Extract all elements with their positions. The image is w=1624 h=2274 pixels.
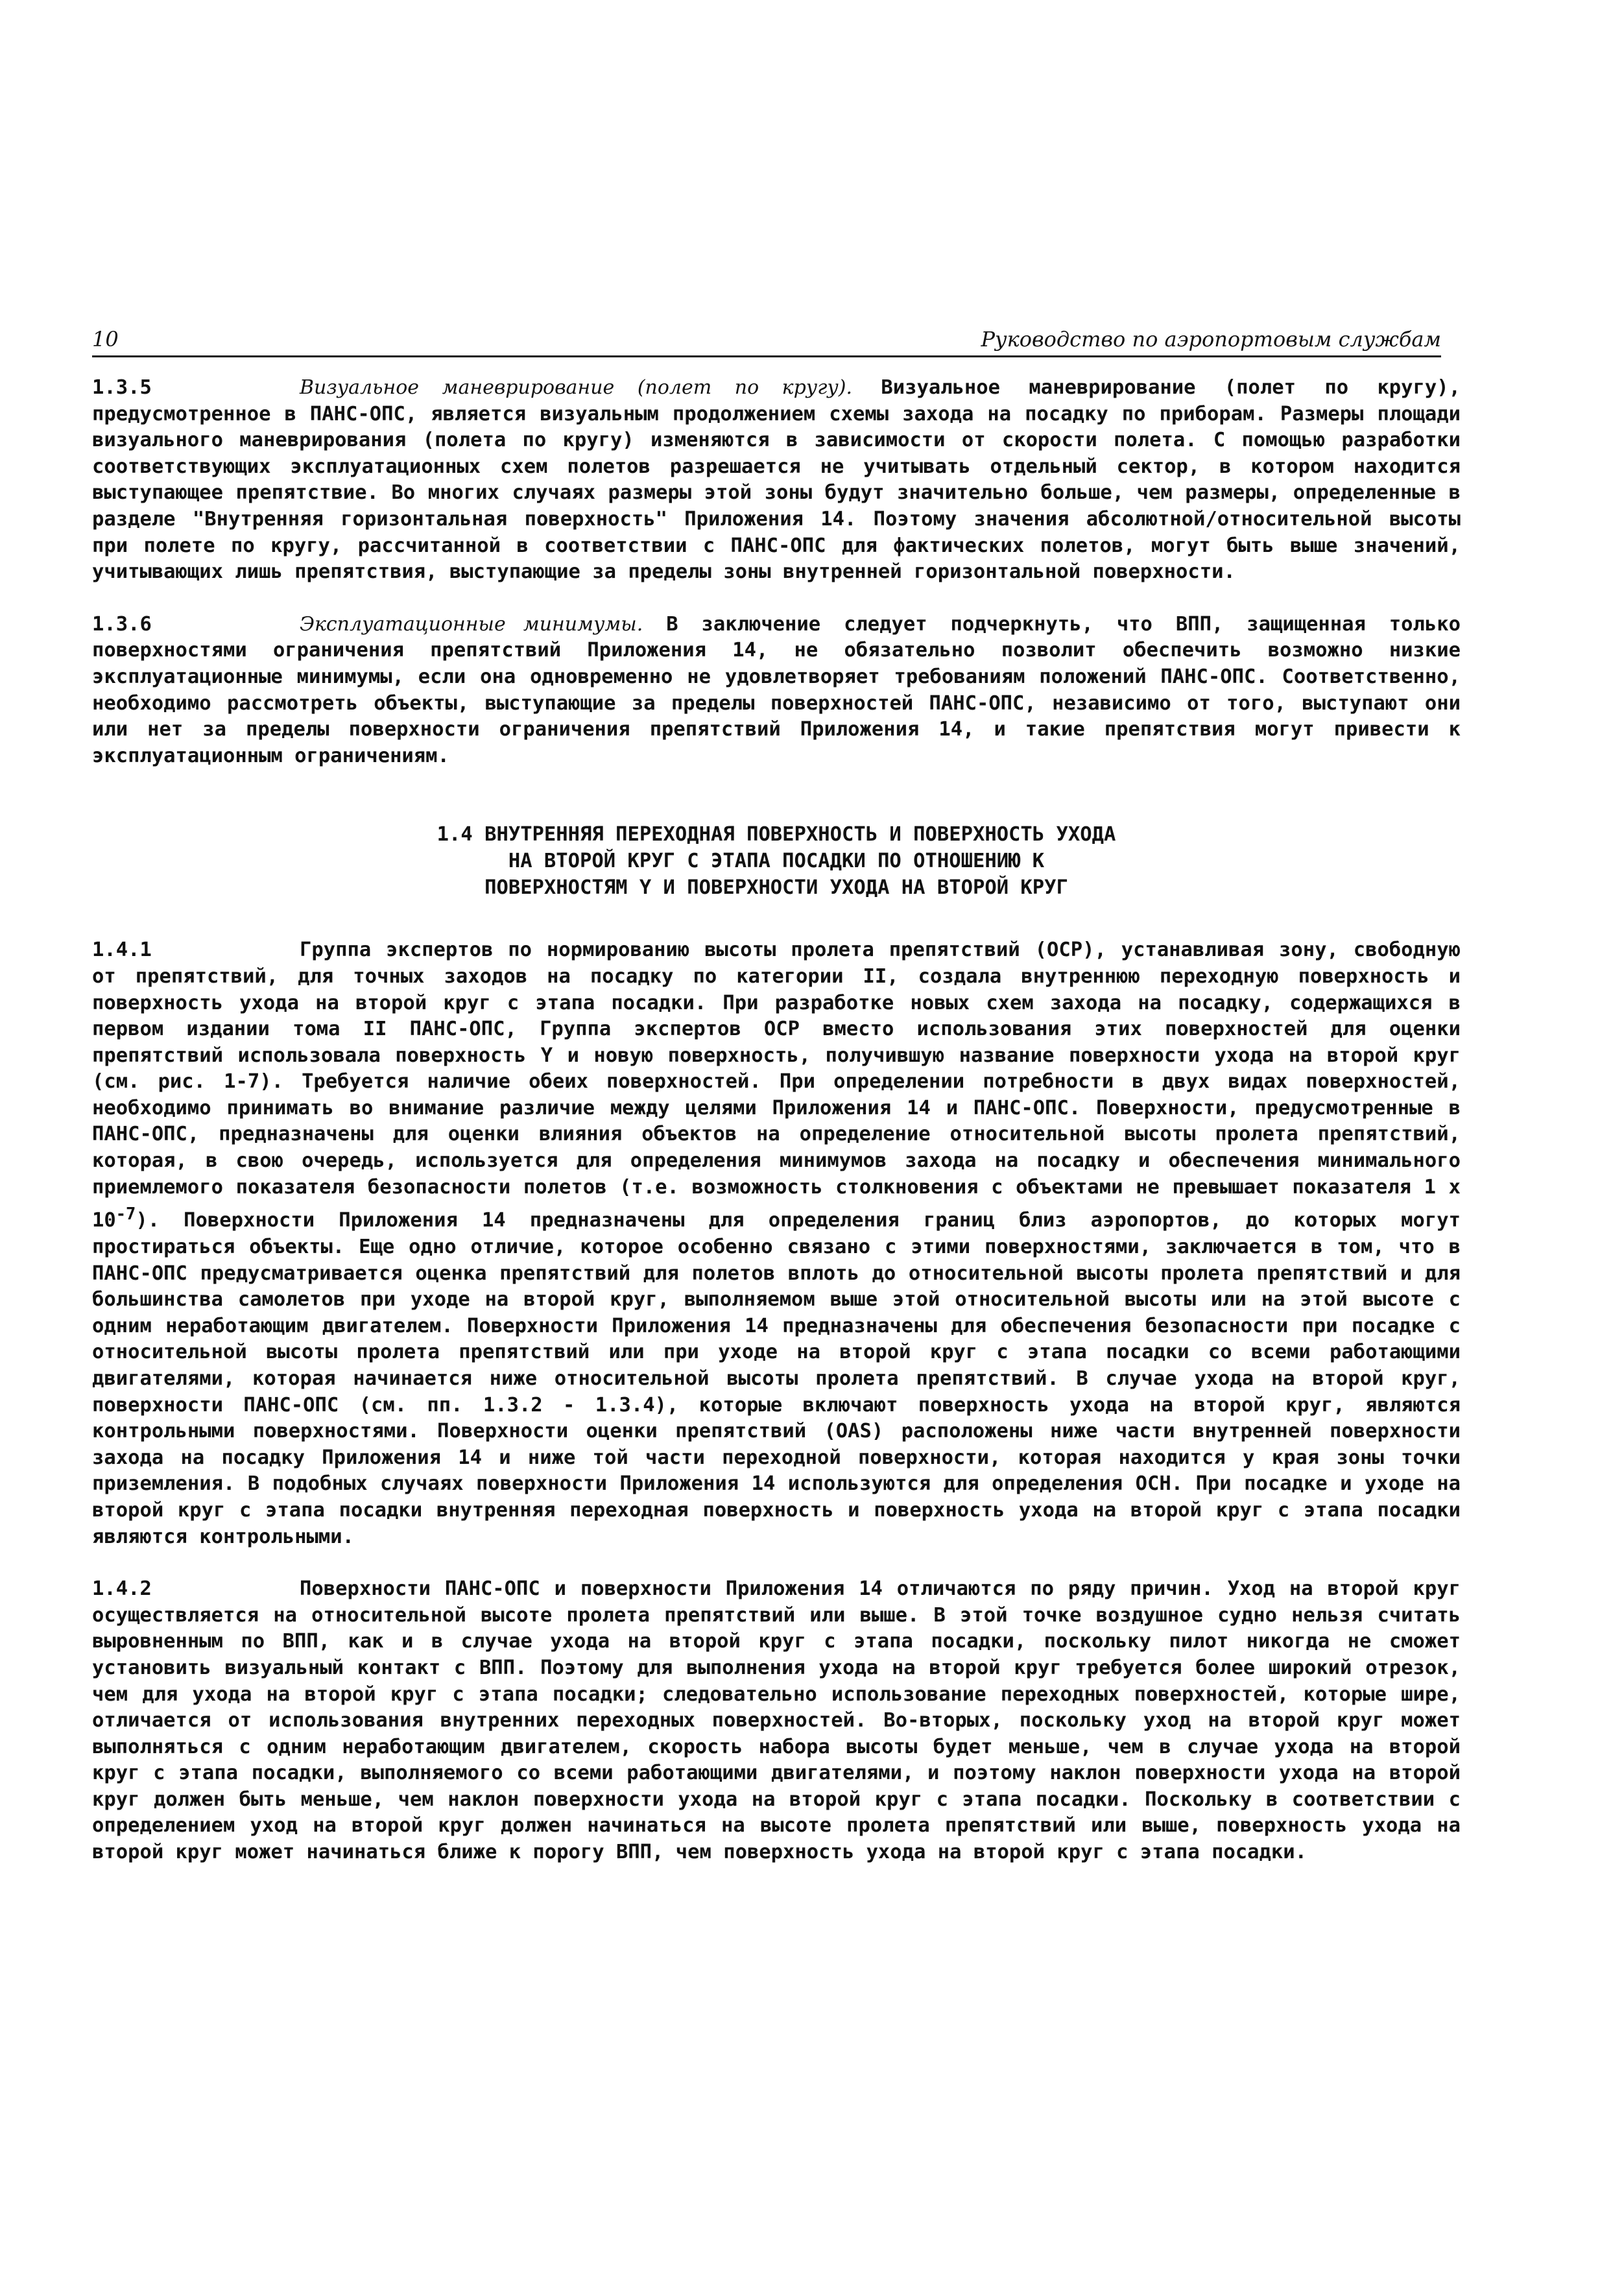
paragraph-1-3-6: [92, 612, 1461, 770]
paragraph-number: 1.4.1: [92, 939, 152, 962]
paragraph-number: 1.4.2: [92, 1577, 152, 1601]
paragraph-title: Эксплуатационные минимумы.: [300, 612, 643, 636]
page-header: [92, 324, 1441, 357]
paragraph-1-4-2: [92, 1576, 1461, 1866]
paragraph-text-continued: ). Поверхности Приложения 14 предназначены для определения границ близ аэропортов, до которых могут простираться объекты. Еще одно отличие, которое особенно связано с этими поверхностями, заключается в том, что в ПАНС-ОПС предусматривается оценка препятствий для полетов вплоть до относительной высоты пролета препятствий и для большинства самолетов при уходе на второй круг, выполняемом выше этой относительной высоты или на этой высоте с одним неработающим двигателем. Поверхности Приложения 14 предназначены для обеспечения безопасности при посадке с относительной высоты пролета препятствий или при уходе на второй круг с этапа посадки со всеми работающими двигателями, которая начинается ниже относительной высоты пролета препятствий. В случае ухода на второй круг, поверхности ПАНС-ОПС (см. пп. 1.3.2 - 1.3.4), которые включают поверхность ухода на второй круг, являются контрольными поверхностями. Поверхности оценки препятствий (OAS) расположены ниже части внутренней поверхности захода на посадку Приложения 14 и ниже той части переходной поверхности, которая находится у края зоны точки приземления. В подобных случаях поверхности Приложения 14 используются для определения ОСН. При посадке и уходе на второй круг с этапа посадки внутренняя переходная поверхность и поверхность ухода на второй круг с этапа посадки являются контрольными.: [92, 1209, 1461, 1548]
page-number: 10: [92, 327, 119, 352]
paragraph-text: Поверхности ПАНС-ОПС и поверхности Приложения 14 отличаются по ряду причин. Уход на второй круг осуществляется на относительной высоте пролета препятствий или выше. В этой точке воздушное судно нельзя считать выровненным по ВПП, как и в случае ухода на второй круг с этапа посадки, поскольку пилот никогда не сможет установить визуальный контакт с ВПП. Поэтому для выполнения ухода на второй круг требуется более широкий отрезок, чем для ухода на второй круг с этапа посадки; следовательно использование переходных поверхностей, которые шире, отличается от использования внутренних переходных поверхностей. Во-вторых, поскольку уход на второй круг может выполняться с одним неработающим двигателем, скорость набора высоты будет меньше, чем в случае ухода на второй круг с этапа посадки, выполняемого со всеми работающими двигателями, и поэтому наклон поверхности ухода на второй круг должен быть меньше, чем наклон поверхности ухода на второй круг с этапа посадки. Поскольку в соответствии с определением уход на второй круг должен начинаться на высоте пролета препятствий или выше, поверхность ухода на второй круг может начинаться ближе к порогу ВПП, чем поверхность ухода на второй круг с этапа посадки.: [92, 1577, 1461, 1864]
paragraph-text: В заключение следует подчеркнуть, что ВПП, защищенная только поверхностями ограничения препятствий Приложения 14, не обязательно позволит обеспечить возможно низкие эксплуатационные минимумы, если она одновременно не удовлетворяет требованиям положений ПАНС-ОПС. Соответственно, необходимо рассмотреть объекты, выступающие за пределы поверхностей ПАНС-ОПС, независимо от того, выступают они или нет за пределы поверхности ограничения препятствий Приложения 14, и такие препятствия могут привести к эксплуатационным ограничениям.: [92, 612, 1461, 767]
section-heading-line-1: 1.4 ВНУТРЕННЯЯ ПЕРЕХОДНАЯ ПОВЕРХНОСТЬ И ПОВЕРХНОСТЬ УХОДА: [436, 823, 1116, 846]
paragraph-1-3-5: [92, 375, 1461, 586]
paragraph-title: Визуальное маневрирование (полет по кругу).: [300, 376, 852, 399]
section-heading-line-3: ПОВЕРХНОСТЯМ Y И ПОВЕРХНОСТИ УХОДА НА ВТОРОЙ КРУГ: [484, 876, 1068, 900]
paragraph-number: 1.3.6: [92, 612, 152, 636]
section-heading-1-4: [92, 821, 1461, 901]
document-body: [92, 375, 1461, 1892]
paragraph-text: Визуальное маневрирование (полет по кругу), предусмотренное в ПАНС-ОПС, является визуальным продолжением схемы захода на посадку по приборам. Размеры площади визуального маневрирования (полета по кругу) изменяются в зависимости от скорости полета. С помощью разработки соответствующих эксплуатационных схем полетов разрешается не учитывать отдельный сектор, в котором находится выступающее препятствие. Во многих случаях размеры этой зоны будут значительно больше, чем размеры, определенные в разделе "Внутренняя горизонтальная поверхность" Приложения 14. Поэтому значения абсолютной/относительной высоты при полете по кругу, рассчитанной в соответствии с ПАНС-ОПС для фактических полетов, могут быть выше значений, учитывающих лишь препятствия, выступающие за пределы зоны внутренней горизонтальной поверхности.: [92, 376, 1461, 584]
running-title: Руководство по аэропортовым службам: [981, 327, 1441, 352]
paragraph-number: 1.3.5: [92, 376, 152, 399]
exponent: -7: [115, 1204, 136, 1224]
paragraph-text: Группа экспертов по нормированию высоты пролета препятствий (OCP), устанавливая зону, свободную от препятствий, для точных заходов на посадку по категории II, создала внутреннюю переходную поверхность и поверхность ухода на второй круг с этапа посадки. При разработке новых схем захода на посадку, содержащихся в первом издании тома II ПАНС-ОПС, Группа экспертов OCP вместо использования этих поверхностей для оценки препятствий использовала поверхность Y и новую поверхность, получившую название поверхности ухода на второй круг (см. рис. 1-7). Требуется наличие обеих поверхностей. При определении потребности в двух видах поверхностей, необходимо принимать во внимание различие между целями Приложения 14 и ПАНС-ОПС. Поверхности, предусмотренные в ПАНС-ОПС, предназначены для оценки влияния объектов на определение относительной высоты пролета препятствий, которая, в свою очередь, используется для определения минимумов захода на посадку и обеспечения минимального приемлемого показателя безопасности полетов (т.е. возможность столкновения с объектами не превышает показателя 1 x 10: [92, 939, 1461, 1232]
section-heading-line-2: НА ВТОРОЙ КРУГ С ЭТАПА ПОСАДКИ ПО ОТНОШЕНИЮ К: [508, 850, 1045, 873]
paragraph-1-4-1: [92, 937, 1461, 1550]
